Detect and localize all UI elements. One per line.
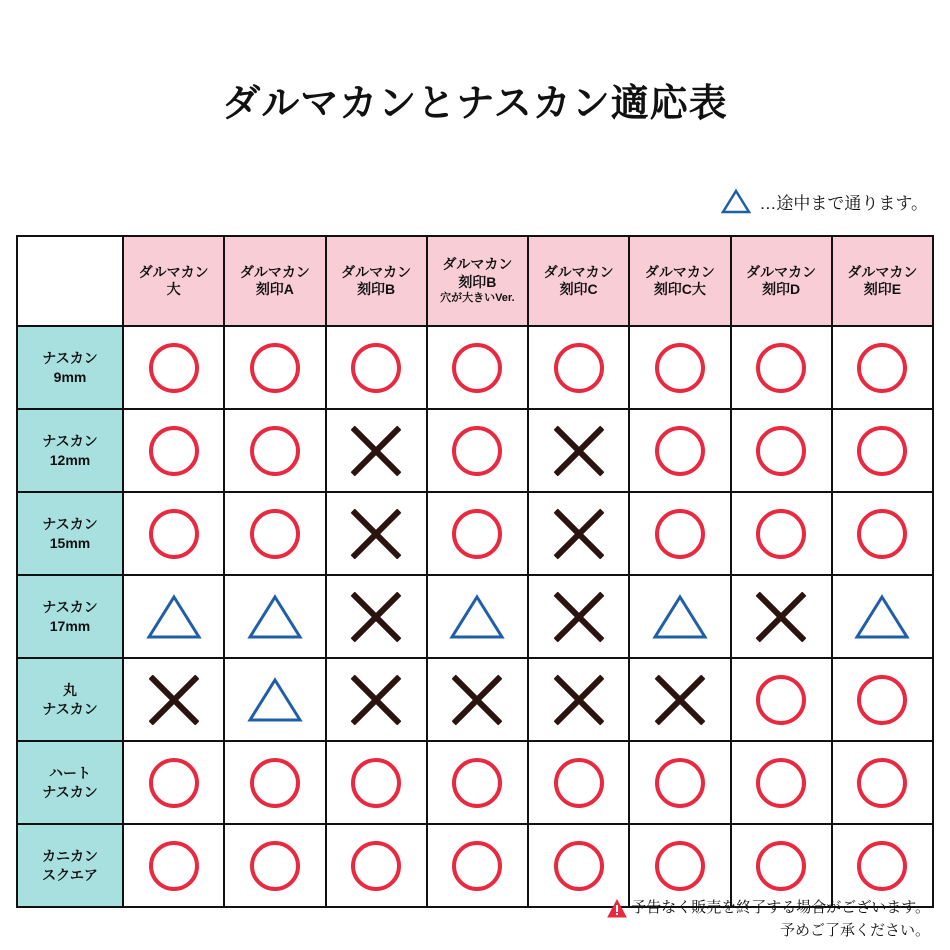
cell-r3-c0	[123, 575, 224, 658]
circle-mark	[756, 675, 806, 725]
cell-r5-c5	[629, 741, 730, 824]
triangle-mark	[247, 676, 303, 724]
cell-r4-c3	[427, 658, 528, 741]
cell-r4-c1	[224, 658, 325, 741]
row-header-5-line1: ハート	[49, 765, 91, 782]
mark-wrapper	[529, 410, 628, 491]
cell-r6-c0	[123, 824, 224, 907]
cell-r1-c4	[528, 409, 629, 492]
circle-mark	[452, 509, 502, 559]
cell-r6-c4	[528, 824, 629, 907]
mark-wrapper	[732, 825, 831, 906]
cross-mark	[147, 673, 201, 727]
mark-wrapper	[327, 825, 426, 906]
cell-r1-c6	[731, 409, 832, 492]
triangle-mark	[146, 593, 202, 641]
cell-r2-c0	[123, 492, 224, 575]
circle-mark	[250, 426, 300, 476]
cell-r1-c2	[326, 409, 427, 492]
row-header-4-line2: ナスカン	[42, 700, 98, 717]
column-header-4-line1: ダルマカン	[543, 263, 614, 280]
circle-mark	[857, 509, 907, 559]
column-header-5	[629, 236, 730, 326]
column-header-6-line1: ダルマカン	[746, 263, 817, 280]
cell-r0-c0	[123, 326, 224, 409]
cell-r6-c2	[326, 824, 427, 907]
circle-mark	[351, 758, 401, 808]
circle-mark	[149, 758, 199, 808]
mark-wrapper	[732, 327, 831, 408]
cell-r1-c5	[629, 409, 730, 492]
cell-r5-c2	[326, 741, 427, 824]
circle-mark	[250, 758, 300, 808]
column-header-6-line2: 刻印D	[762, 281, 801, 297]
warning-icon	[607, 899, 627, 918]
cell-r2-c6	[731, 492, 832, 575]
table-row	[17, 658, 933, 741]
mark-wrapper	[428, 493, 527, 574]
mark-wrapper	[833, 742, 932, 823]
circle-mark	[452, 841, 502, 891]
column-header-0-line2: 大	[166, 281, 181, 297]
triangle-mark	[449, 593, 505, 641]
column-header-7-line2: 刻印E	[863, 281, 902, 297]
mark-wrapper	[124, 493, 223, 574]
circle-mark	[149, 509, 199, 559]
row-header-5-line2: ナスカン	[42, 783, 98, 800]
mark-wrapper	[428, 410, 527, 491]
column-header-2-line1: ダルマカン	[341, 263, 412, 280]
row-header-1-line1: ナスカン	[42, 433, 98, 450]
mark-wrapper	[833, 825, 932, 906]
circle-mark	[250, 343, 300, 393]
table-row	[17, 492, 933, 575]
row-header-1	[17, 409, 123, 492]
cell-r0-c7	[832, 326, 933, 409]
cell-r1-c7	[832, 409, 933, 492]
mark-wrapper	[327, 576, 426, 657]
table-header-row	[17, 236, 933, 326]
mark-wrapper	[124, 825, 223, 906]
circle-mark	[554, 758, 604, 808]
cell-r5-c7	[832, 741, 933, 824]
mark-wrapper	[529, 659, 628, 740]
mark-wrapper	[124, 742, 223, 823]
mark-wrapper	[327, 410, 426, 491]
mark-wrapper	[327, 327, 426, 408]
mark-wrapper	[732, 742, 831, 823]
compatibility-table	[16, 235, 934, 908]
mark-wrapper	[225, 659, 324, 740]
cell-r3-c3	[427, 575, 528, 658]
cell-r5-c3	[427, 741, 528, 824]
circle-mark	[250, 509, 300, 559]
mark-wrapper	[428, 825, 527, 906]
cross-mark	[349, 590, 403, 644]
column-header-1	[224, 236, 325, 326]
circle-mark	[554, 343, 604, 393]
cell-r1-c1	[224, 409, 325, 492]
cell-r2-c5	[629, 492, 730, 575]
legend-text: …途中まで通ります。	[759, 193, 928, 213]
mark-wrapper	[630, 659, 729, 740]
row-header-6-line1: カニカン	[42, 848, 98, 865]
circle-mark	[857, 675, 907, 725]
circle-mark	[655, 758, 705, 808]
cell-r0-c6	[731, 326, 832, 409]
footnote-line2: 予めご了承ください。	[779, 921, 930, 939]
circle-mark	[452, 343, 502, 393]
mark-wrapper	[630, 825, 729, 906]
mark-wrapper	[833, 659, 932, 740]
circle-mark	[452, 426, 502, 476]
row-header-2	[17, 492, 123, 575]
row-header-0	[17, 326, 123, 409]
row-header-6	[17, 824, 123, 907]
mark-wrapper	[225, 825, 324, 906]
column-header-7-line1: ダルマカン	[847, 263, 918, 280]
column-header-3-line1: ダルマカン	[442, 256, 513, 273]
column-header-6	[731, 236, 832, 326]
table-row	[17, 575, 933, 658]
mark-wrapper	[732, 576, 831, 657]
row-header-3-line2: 17mm	[49, 617, 91, 634]
cell-r2-c3	[427, 492, 528, 575]
cross-mark	[552, 424, 606, 478]
row-header-5	[17, 741, 123, 824]
mark-wrapper	[630, 576, 729, 657]
row-header-2-line2: 15mm	[49, 534, 91, 551]
row-header-1-line2: 12mm	[49, 451, 91, 468]
triangle-icon	[719, 186, 753, 216]
column-header-0-line1: ダルマカン	[138, 263, 209, 280]
column-header-5-line1: ダルマカン	[644, 263, 715, 280]
table-corner-cell	[17, 236, 123, 326]
row-header-4	[17, 658, 123, 741]
cell-r2-c2	[326, 492, 427, 575]
circle-mark	[452, 758, 502, 808]
mark-wrapper	[124, 327, 223, 408]
cell-r6-c3	[427, 824, 528, 907]
column-header-4	[528, 236, 629, 326]
table-body	[17, 326, 933, 907]
cell-r0-c2	[326, 326, 427, 409]
cell-r0-c4	[528, 326, 629, 409]
cell-r5-c4	[528, 741, 629, 824]
circle-mark	[149, 426, 199, 476]
mark-wrapper	[529, 493, 628, 574]
mark-wrapper	[529, 327, 628, 408]
circle-mark	[857, 426, 907, 476]
mark-wrapper	[529, 742, 628, 823]
circle-mark	[149, 841, 199, 891]
mark-wrapper	[630, 742, 729, 823]
circle-mark	[351, 841, 401, 891]
circle-mark	[655, 509, 705, 559]
mark-wrapper	[630, 493, 729, 574]
mark-wrapper	[732, 493, 831, 574]
cell-r3-c5	[629, 575, 730, 658]
cell-r0-c1	[224, 326, 325, 409]
row-header-3-line1: ナスカン	[42, 599, 98, 616]
cell-r6-c1	[224, 824, 325, 907]
table-row	[17, 741, 933, 824]
mark-wrapper	[428, 659, 527, 740]
table-row	[17, 824, 933, 907]
mark-wrapper	[529, 576, 628, 657]
mark-wrapper	[225, 327, 324, 408]
row-header-2-line1: ナスカン	[42, 516, 98, 533]
column-header-3-line2: 刻印B	[458, 273, 497, 290]
mark-wrapper	[124, 576, 223, 657]
cell-r5-c0	[123, 741, 224, 824]
cross-mark	[552, 590, 606, 644]
cell-r0-c5	[629, 326, 730, 409]
mark-wrapper	[327, 493, 426, 574]
mark-wrapper	[124, 659, 223, 740]
table-row	[17, 326, 933, 409]
triangle-mark	[247, 593, 303, 641]
footnote-line1: 予告なく販売を終了する場合がございます。	[631, 899, 930, 916]
circle-mark	[857, 841, 907, 891]
triangle-mark	[652, 593, 708, 641]
circle-mark	[756, 426, 806, 476]
mark-wrapper	[732, 410, 831, 491]
circle-mark	[250, 841, 300, 891]
cell-r4-c4	[528, 658, 629, 741]
circle-mark	[756, 758, 806, 808]
column-header-7	[832, 236, 933, 326]
cross-mark	[450, 673, 504, 727]
circle-mark	[554, 841, 604, 891]
cell-r3-c7	[832, 575, 933, 658]
cell-r4-c5	[629, 658, 730, 741]
cross-mark	[754, 590, 808, 644]
cross-mark	[349, 673, 403, 727]
mark-wrapper	[833, 493, 932, 574]
column-header-1-line2: 刻印A	[255, 281, 294, 297]
mark-wrapper	[225, 410, 324, 491]
mark-wrapper	[833, 410, 932, 491]
cell-r3-c1	[224, 575, 325, 658]
cell-r0-c3	[427, 326, 528, 409]
circle-mark	[655, 841, 705, 891]
circle-mark	[351, 343, 401, 393]
column-header-2	[326, 236, 427, 326]
mark-wrapper	[732, 659, 831, 740]
cell-r5-c6	[731, 741, 832, 824]
cell-r6-c5	[629, 824, 730, 907]
cell-r3-c6	[731, 575, 832, 658]
column-header-1-line1: ダルマカン	[239, 263, 310, 280]
cell-r1-c3	[427, 409, 528, 492]
mark-wrapper	[428, 742, 527, 823]
row-header-0-line2: 9mm	[53, 368, 87, 385]
cross-mark	[552, 507, 606, 561]
row-header-6-line2: スクエア	[42, 866, 98, 883]
cell-r4-c7	[832, 658, 933, 741]
row-header-3	[17, 575, 123, 658]
triangle-mark	[854, 593, 910, 641]
cell-r6-c6	[731, 824, 832, 907]
table-row	[17, 409, 933, 492]
cell-r4-c0	[123, 658, 224, 741]
cross-mark	[349, 424, 403, 478]
cell-r3-c4	[528, 575, 629, 658]
column-header-3	[427, 236, 528, 326]
mark-wrapper	[124, 410, 223, 491]
mark-wrapper	[529, 825, 628, 906]
circle-mark	[857, 758, 907, 808]
circle-mark	[655, 343, 705, 393]
circle-mark	[655, 426, 705, 476]
footnote	[607, 897, 930, 942]
mark-wrapper	[630, 410, 729, 491]
row-header-0-line1: ナスカン	[42, 350, 98, 367]
column-header-5-line2: 刻印C大	[653, 281, 706, 297]
cell-r6-c7	[832, 824, 933, 907]
cell-r2-c4	[528, 492, 629, 575]
mark-wrapper	[327, 659, 426, 740]
cell-r4-c2	[326, 658, 427, 741]
cell-r4-c6	[731, 658, 832, 741]
circle-mark	[149, 343, 199, 393]
mark-wrapper	[833, 327, 932, 408]
circle-mark	[756, 841, 806, 891]
column-header-4-line2: 刻印C	[559, 281, 598, 297]
cell-r3-c2	[326, 575, 427, 658]
mark-wrapper	[225, 493, 324, 574]
cell-r2-c1	[224, 492, 325, 575]
circle-mark	[756, 509, 806, 559]
circle-mark	[756, 343, 806, 393]
cross-mark	[349, 507, 403, 561]
column-header-0	[123, 236, 224, 326]
cell-r2-c7	[832, 492, 933, 575]
mark-wrapper	[225, 576, 324, 657]
cross-mark	[552, 673, 606, 727]
circle-mark	[857, 343, 907, 393]
mark-wrapper	[428, 576, 527, 657]
mark-wrapper	[833, 576, 932, 657]
legend	[719, 186, 928, 216]
cell-r5-c1	[224, 741, 325, 824]
mark-wrapper	[225, 742, 324, 823]
cross-mark	[653, 673, 707, 727]
column-header-2-line2: 刻印B	[357, 281, 396, 297]
row-header-4-line1: 丸	[63, 682, 77, 699]
page-title: ダルマカンとナスカン適応表	[222, 83, 728, 125]
cell-r1-c0	[123, 409, 224, 492]
mark-wrapper	[327, 742, 426, 823]
mark-wrapper	[428, 327, 527, 408]
mark-wrapper	[630, 327, 729, 408]
column-header-3-sub: 穴が大きいVer.	[440, 292, 515, 305]
